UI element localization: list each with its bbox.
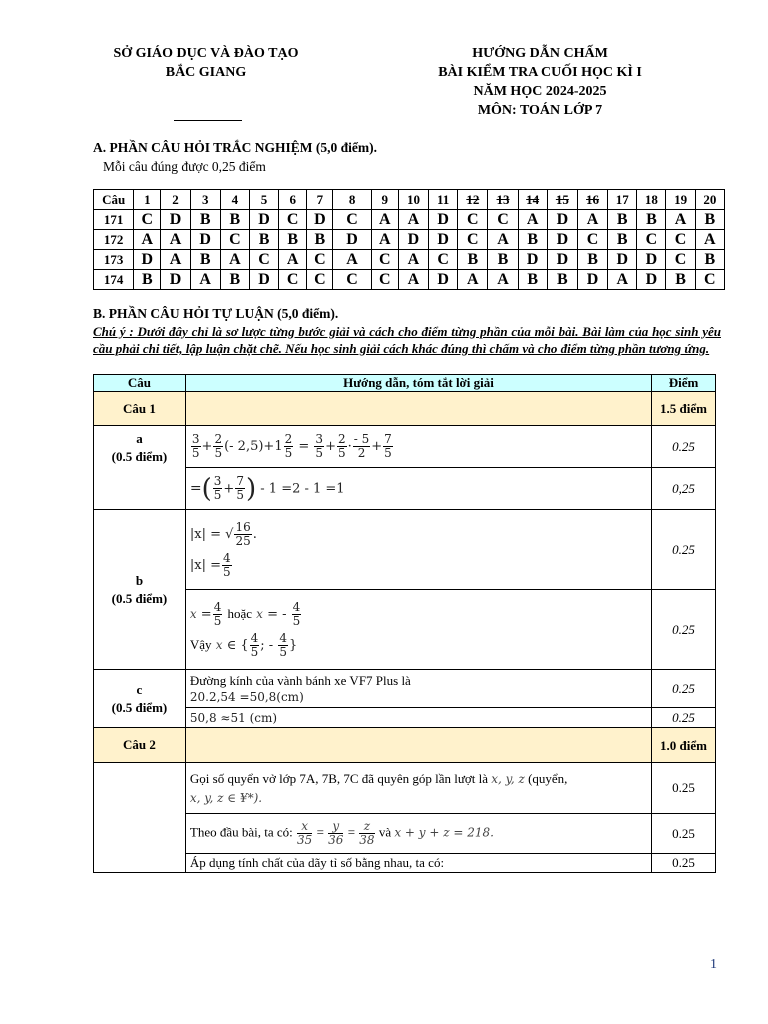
mc-answer-cell: A — [398, 250, 428, 270]
mc-answer-cell: C — [458, 230, 488, 250]
mc-answer-cell: B — [577, 250, 607, 270]
mc-answer-cell: A — [333, 250, 371, 270]
mc-answer-cell: C — [249, 250, 278, 270]
b-step2-points: 0.25 — [652, 590, 716, 670]
mc-answer-cell: C — [666, 250, 695, 270]
mc-q-number: 13 — [488, 190, 518, 210]
part-c-cell — [94, 670, 186, 728]
cau2-empty-cell — [94, 763, 186, 873]
fraction: $\frac{3}{5}$ — [191, 432, 200, 460]
mc-answer-cell: A — [398, 210, 428, 230]
c-step1-text — [185, 670, 651, 708]
a-step2-row — [94, 468, 716, 510]
mc-q-number: 7 — [307, 190, 333, 210]
mc-q-number: 5 — [249, 190, 278, 210]
col-cau: Câu — [94, 375, 186, 392]
c2-step3-row — [94, 854, 716, 873]
mc-answer-cell: A — [488, 230, 518, 250]
fraction: $\frac{2}{5}$ — [337, 432, 346, 460]
mc-answer-cell: D — [249, 270, 278, 290]
fraction: $\frac{3}{5}$ — [315, 432, 324, 460]
province-name: BẮC GIANG — [165, 65, 247, 80]
mc-answer-cell: B — [220, 270, 249, 290]
c-step1-points: 0.25 — [652, 670, 716, 708]
mc-answer-cell: A — [371, 210, 398, 230]
mc-answer-row — [94, 250, 725, 270]
part-a-spacer — [98, 466, 181, 506]
c-line1: Đường kính của vành bánh xe VF7 Plus là — [189, 672, 411, 688]
section-b-title: B. PHẦN CÂU HỎI TỰ LUẬN (5,0 điểm). — [93, 306, 339, 321]
mc-answer-cell: B — [608, 230, 637, 250]
fraction: $\frac{3}{5}$ — [213, 474, 222, 502]
fraction: $\frac{16}{25}$ — [235, 519, 251, 548]
mc-answer-cell: A — [577, 210, 607, 230]
exam-title: BÀI KIỂM TRA CUỐI HỌC KÌ I — [438, 65, 642, 80]
mc-answer-cell: B — [695, 250, 724, 270]
c2-step1-main: Gọi số quyển vở lớp 7A, 7B, 7C đã quyên góp lần lượt là — [189, 770, 489, 786]
c2-step1-vars: x, y, z — [491, 771, 525, 786]
mc-header-row — [94, 190, 725, 210]
b-step1-expression — [185, 510, 651, 590]
mc-answer-cell: A — [134, 230, 161, 250]
part-a-label: a — [136, 430, 143, 446]
fraction: $\frac{- 5}{2}$ — [353, 432, 370, 460]
col-point: Điểm — [652, 375, 716, 392]
mc-answer-cell: B — [488, 250, 518, 270]
subject: MÔN: TOÁN LỚP 7 — [477, 103, 603, 118]
mc-answer-cell: D — [333, 230, 371, 250]
mc-answer-cell: D — [190, 230, 220, 250]
conclude-text: Vậy — [189, 636, 212, 652]
mc-q-number: 10 — [398, 190, 428, 210]
mc-answer-cell: A — [161, 250, 190, 270]
part-c-label: c — [136, 681, 143, 697]
mc-answer-cell: A — [279, 250, 307, 270]
cau1-blank — [185, 392, 651, 426]
fraction: $\frac{4}{5}$ — [250, 630, 259, 659]
mc-answer-cell: A — [518, 210, 547, 230]
mc-answer-cell: B — [458, 250, 488, 270]
mc-q-number: 9 — [371, 190, 398, 210]
mc-answer-cell: A — [458, 270, 488, 290]
mc-answer-cell: A — [608, 270, 637, 290]
section-b-note: Chú ý : Dưới đây chỉ là sơ lược từng bước giải và cách cho điểm từng phần của mỗi bài. Bài làm của học sinh yêu cầu phải chi tiết, lập luận chặt chẽ. Nếu học sinh giải cách khác đúng thì chấm và cho điểm từng phần tương ứng. — [93, 324, 721, 356]
exam-code: 172 — [94, 230, 134, 250]
mc-answer-cell: C — [307, 270, 333, 290]
mc-answer-cell: D — [429, 210, 458, 230]
page-number: 1 — [710, 957, 717, 972]
mc-answer-cell: D — [307, 210, 333, 230]
mc-answer-cell: B — [666, 270, 695, 290]
mc-q-number: 12 — [458, 190, 488, 210]
mc-answer-cell: A — [220, 250, 249, 270]
mc-answer-cell: A — [695, 230, 724, 250]
mc-answer-cell: C — [333, 210, 371, 230]
b-line-conclude: Vậy x ∈ { $\frac{4}{5}$ ; - $\frac{4}{5}$ } — [189, 630, 298, 659]
mc-q-number: 6 — [279, 190, 307, 210]
mc-answer-cell: C — [279, 270, 307, 290]
c2-step3-points: 0.25 — [652, 854, 716, 873]
mc-answer-cell: C — [488, 210, 518, 230]
mc-q-number: 8 — [333, 190, 371, 210]
a-step2-tail: - 1 =2 - 1 =1 — [260, 481, 345, 496]
a-step1-mid: (- 2,5)+1 — [224, 439, 283, 454]
mc-answer-cell: A — [488, 270, 518, 290]
mc-q-number: 17 — [608, 190, 637, 210]
c-step2-row — [94, 708, 716, 728]
exam-code: 171 — [94, 210, 134, 230]
multiple-choice-table — [93, 189, 725, 290]
mc-answer-cell: D — [608, 250, 637, 270]
c-line2: 20.2,54 =50,8(cm) — [189, 689, 304, 704]
c2-step2-text: Theo đầu bài, ta có: $\frac{x}{35}$ = $\frac{y}{36}$ = $\frac{z}{38}$ và x + y + z = 218. — [185, 814, 651, 854]
part-c-sub: (0.5 điểm) — [111, 699, 168, 715]
mc-answer-cell: C — [458, 210, 488, 230]
part-b-sub: (0.5 điểm) — [111, 590, 168, 606]
dept-name: SỞ GIÁO DỤC VÀ ĐÀO TẠO — [113, 46, 299, 61]
b-line-sqrt: |x| = √ $\frac{16}{25}$ . — [189, 519, 257, 548]
fraction: $\frac{4}{5}$ — [292, 599, 301, 628]
mc-answer-cell: A — [371, 230, 398, 250]
mc-answer-cell: A — [398, 270, 428, 290]
mc-answer-cell: B — [518, 230, 547, 250]
mc-answer-cell: C — [666, 230, 695, 250]
fraction: $\frac{z}{38}$ — [359, 819, 375, 847]
c2-step2-points: 0.25 — [652, 814, 716, 854]
header-underline — [174, 120, 242, 121]
mc-answer-cell: C — [134, 210, 161, 230]
mc-answer-cell: D — [637, 250, 666, 270]
section-a-subtitle: Mỗi câu đúng được 0,25 điểm — [103, 159, 266, 174]
mc-answer-cell: D — [429, 270, 458, 290]
cau2-points: 1.0 điểm — [652, 728, 716, 763]
mc-q-number: 4 — [220, 190, 249, 210]
fraction: $\frac{2}{5}$ — [284, 432, 293, 460]
mc-answer-cell: C — [371, 250, 398, 270]
c-step1-row — [94, 670, 716, 708]
mc-answer-cell: B — [307, 230, 333, 250]
or-text: hoặc — [227, 605, 253, 621]
mc-answer-cell: C — [429, 250, 458, 270]
mc-answer-cell: D — [637, 270, 666, 290]
fraction: $\frac{y}{36}$ — [328, 819, 344, 847]
mc-answer-cell: B — [547, 270, 577, 290]
c2-step1-row — [94, 763, 716, 814]
fraction: $\frac{7}{5}$ — [384, 432, 392, 460]
exam-code: 173 — [94, 250, 134, 270]
mc-answer-cell: C — [695, 270, 724, 290]
b-step2-row — [94, 590, 716, 670]
fraction: $\frac{4}{5}$ — [213, 599, 222, 628]
essay-guide-table — [93, 374, 716, 873]
mc-answer-cell: A — [161, 230, 190, 250]
mc-answer-cell: C — [307, 250, 333, 270]
fraction: $\frac{4}{5}$ — [279, 630, 287, 659]
and-text: và — [378, 824, 392, 840]
essay-header-row — [94, 375, 716, 392]
a-step1-row — [94, 426, 716, 468]
mc-q-number: 19 — [666, 190, 695, 210]
b-line-cases: x = $\frac{4}{5}$ hoặc x = - $\frac{4}{5}$ — [189, 599, 301, 628]
mc-answer-cell: D — [398, 230, 428, 250]
part-a-sub: (0.5 điểm) — [111, 448, 168, 464]
cau1-row — [94, 392, 716, 426]
mc-answer-cell: B — [608, 210, 637, 230]
mc-answer-cell: D — [249, 210, 278, 230]
mc-answer-cell: C — [637, 230, 666, 250]
mc-answer-cell: D — [161, 210, 190, 230]
mc-q-number: 14 — [518, 190, 547, 210]
part-b-cell — [94, 510, 186, 670]
doc-title: HƯỚNG DẪN CHẤM — [472, 46, 608, 61]
b-step1-row — [94, 510, 716, 590]
exam-code: 174 — [94, 270, 134, 290]
cau1-points: 1.5 điểm — [652, 392, 716, 426]
c2-step3-text: Áp dụng tính chất của dãy tỉ số bằng nhau, ta có: — [185, 854, 651, 873]
c2-step2-row — [94, 814, 716, 854]
mc-answer-cell: D — [134, 250, 161, 270]
mc-answer-row — [94, 270, 725, 290]
part-a-cell — [94, 426, 186, 510]
fraction: $\frac{4}{5}$ — [223, 550, 231, 579]
cau2-blank — [185, 728, 651, 763]
school-year: NĂM HỌC 2024-2025 — [473, 84, 607, 99]
part-b-label: b — [135, 572, 144, 588]
mc-answer-cell: D — [518, 250, 547, 270]
a-step1-points: 0.25 — [652, 426, 716, 468]
mc-answer-cell: B — [190, 210, 220, 230]
a-step1-expression: $\frac{3}{5}$ + $\frac{2}{5}$ (- 2,5)+1 $\frac{2}{5}$ = $\frac{3}{5}$ + $\frac{2}{5}$ · $\frac{- 5}{2}$ + $\frac{7}{5}$ — [185, 426, 651, 468]
mc-answer-cell: C — [220, 230, 249, 250]
c2-step2-main: Theo đầu bài, ta có: — [189, 824, 293, 840]
mc-q-number: 1 — [134, 190, 161, 210]
mc-answer-cell: D — [547, 210, 577, 230]
mc-answer-cell: B — [518, 270, 547, 290]
header-left — [90, 44, 322, 82]
c2-step1-points: 0.25 — [652, 763, 716, 814]
c2-step1-line2: x, y, z ∈ ¥*). — [189, 790, 263, 805]
c-line3: 50,8 ≈51 (cm) — [185, 708, 651, 728]
b-step2-expression — [185, 590, 651, 670]
mc-answer-cell: A — [666, 210, 695, 230]
mc-answer-cell: C — [333, 270, 371, 290]
mc-answer-cell: B — [249, 230, 278, 250]
a-step2-points: 0,25 — [652, 468, 716, 510]
fraction: $\frac{2}{5}$ — [214, 432, 223, 460]
c2-step1-after: (quyển, — [528, 770, 568, 786]
mc-answer-cell: B — [637, 210, 666, 230]
header-right — [395, 44, 685, 120]
mc-answer-cell: D — [161, 270, 190, 290]
mc-answer-cell: B — [220, 210, 249, 230]
col-guide: Hướng dẫn, tóm tắt lời giải — [185, 375, 651, 392]
cau1-label: Câu 1 — [94, 392, 186, 426]
mc-answer-cell: B — [279, 230, 307, 250]
mc-answer-row — [94, 210, 725, 230]
mc-answer-cell: B — [695, 210, 724, 230]
equals-sign: = — [298, 439, 310, 454]
section-a-title: A. PHẦN CÂU HỎI TRẮC NGHIỆM (5,0 điểm). — [93, 140, 377, 155]
mc-answer-cell: B — [134, 270, 161, 290]
cau2-label: Câu 2 — [94, 728, 186, 763]
c-step2-points: 0.25 — [652, 708, 716, 728]
sum-expression: x + y + z = 218. — [394, 825, 494, 840]
mc-q-number: 2 — [161, 190, 190, 210]
mc-header-label: Câu — [94, 190, 134, 210]
b-step1-points: 0.25 — [652, 510, 716, 590]
mc-answer-cell: D — [577, 270, 607, 290]
mc-q-number: 20 — [695, 190, 724, 210]
cau2-row — [94, 728, 716, 763]
a-step2-expression: =( $\frac{3}{5}$ + $\frac{7}{5}$ ) - 1 =2 - 1 =1 — [185, 468, 651, 510]
mc-answer-cell: A — [190, 270, 220, 290]
mc-q-number: 11 — [429, 190, 458, 210]
mc-q-number: 16 — [577, 190, 607, 210]
mc-answer-cell: D — [547, 230, 577, 250]
fraction: $\frac{7}{5}$ — [236, 474, 244, 502]
mc-answer-cell: C — [371, 270, 398, 290]
mc-q-number: 15 — [547, 190, 577, 210]
mc-q-number: 3 — [190, 190, 220, 210]
c2-step1-text — [185, 763, 651, 814]
b-line-abs: |x| = $\frac{4}{5}$ — [189, 550, 231, 579]
mc-answer-cell: B — [190, 250, 220, 270]
mc-answer-row — [94, 230, 725, 250]
mc-answer-cell: C — [577, 230, 607, 250]
mc-answer-cell: D — [429, 230, 458, 250]
fraction: $\frac{x}{35}$ — [297, 819, 313, 847]
mc-answer-cell: C — [279, 210, 307, 230]
mc-q-number: 18 — [637, 190, 666, 210]
mc-answer-cell: D — [547, 250, 577, 270]
